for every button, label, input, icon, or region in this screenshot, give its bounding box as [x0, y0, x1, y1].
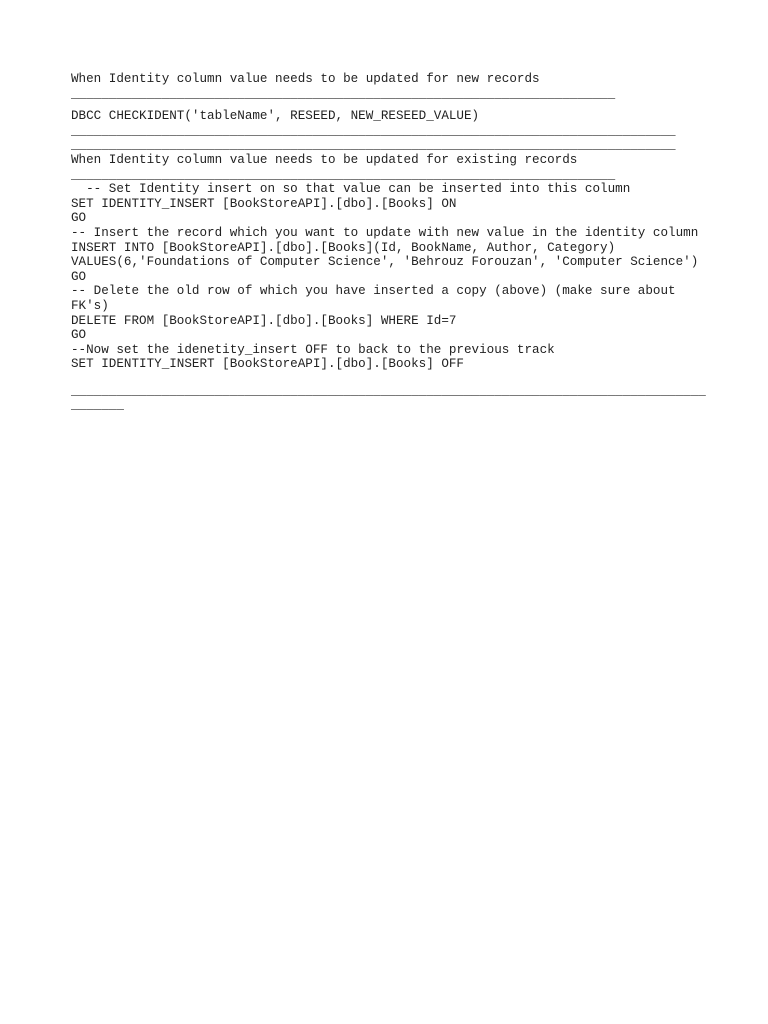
code-line: SET IDENTITY_INSERT [BookStoreAPI].[dbo].[Books] OFF	[71, 357, 464, 372]
separator-rule: ____________________________________________________________________________________	[71, 383, 706, 398]
reseed-command: DBCC CHECKIDENT('tableName', RESEED, NEW_RESEED_VALUE)	[71, 109, 480, 124]
code-line: DELETE FROM [BookStoreAPI].[dbo].[Books] WHERE Id=7	[71, 313, 457, 328]
code-line: GO	[71, 269, 87, 284]
heading-existing-records: When Identity column value needs to be updated for existing records	[71, 152, 578, 167]
code-line: GO	[71, 211, 87, 226]
code-line: --Now set the idenetity_insert OFF to back to the previous track	[71, 342, 555, 357]
document-page	[71, 72, 711, 413]
code-block	[71, 182, 711, 372]
separator-rule: _______	[71, 398, 124, 413]
code-line: -- Insert the record which you want to update with new value in the identity column	[71, 225, 699, 240]
code-line: FK's)	[71, 298, 109, 313]
separator-rule: ________________________________________________________________________	[71, 86, 616, 101]
code-line: INSERT INTO [BookStoreAPI].[dbo].[Books](Id, BookName, Author, Category)	[71, 240, 616, 255]
code-line: VALUES(6,'Foundations of Computer Science', 'Behrouz Forouzan', 'Computer Science')	[71, 255, 699, 270]
code-line: -- Delete the old row of which you have inserted a copy (above) (make sure about	[71, 284, 676, 299]
code-line: GO	[71, 328, 87, 343]
separator-rule: ________________________________________________________________________________	[71, 138, 676, 153]
separator-rule: ________________________________________________________________________	[71, 167, 616, 182]
code-line: SET IDENTITY_INSERT [BookStoreAPI].[dbo].[Books] ON	[71, 196, 457, 211]
heading-new-records: When Identity column value needs to be updated for new records	[71, 72, 540, 86]
separator-rule: ________________________________________________________________________________	[71, 123, 676, 138]
code-line: -- Set Identity insert on so that value can be inserted into this column	[71, 182, 631, 197]
